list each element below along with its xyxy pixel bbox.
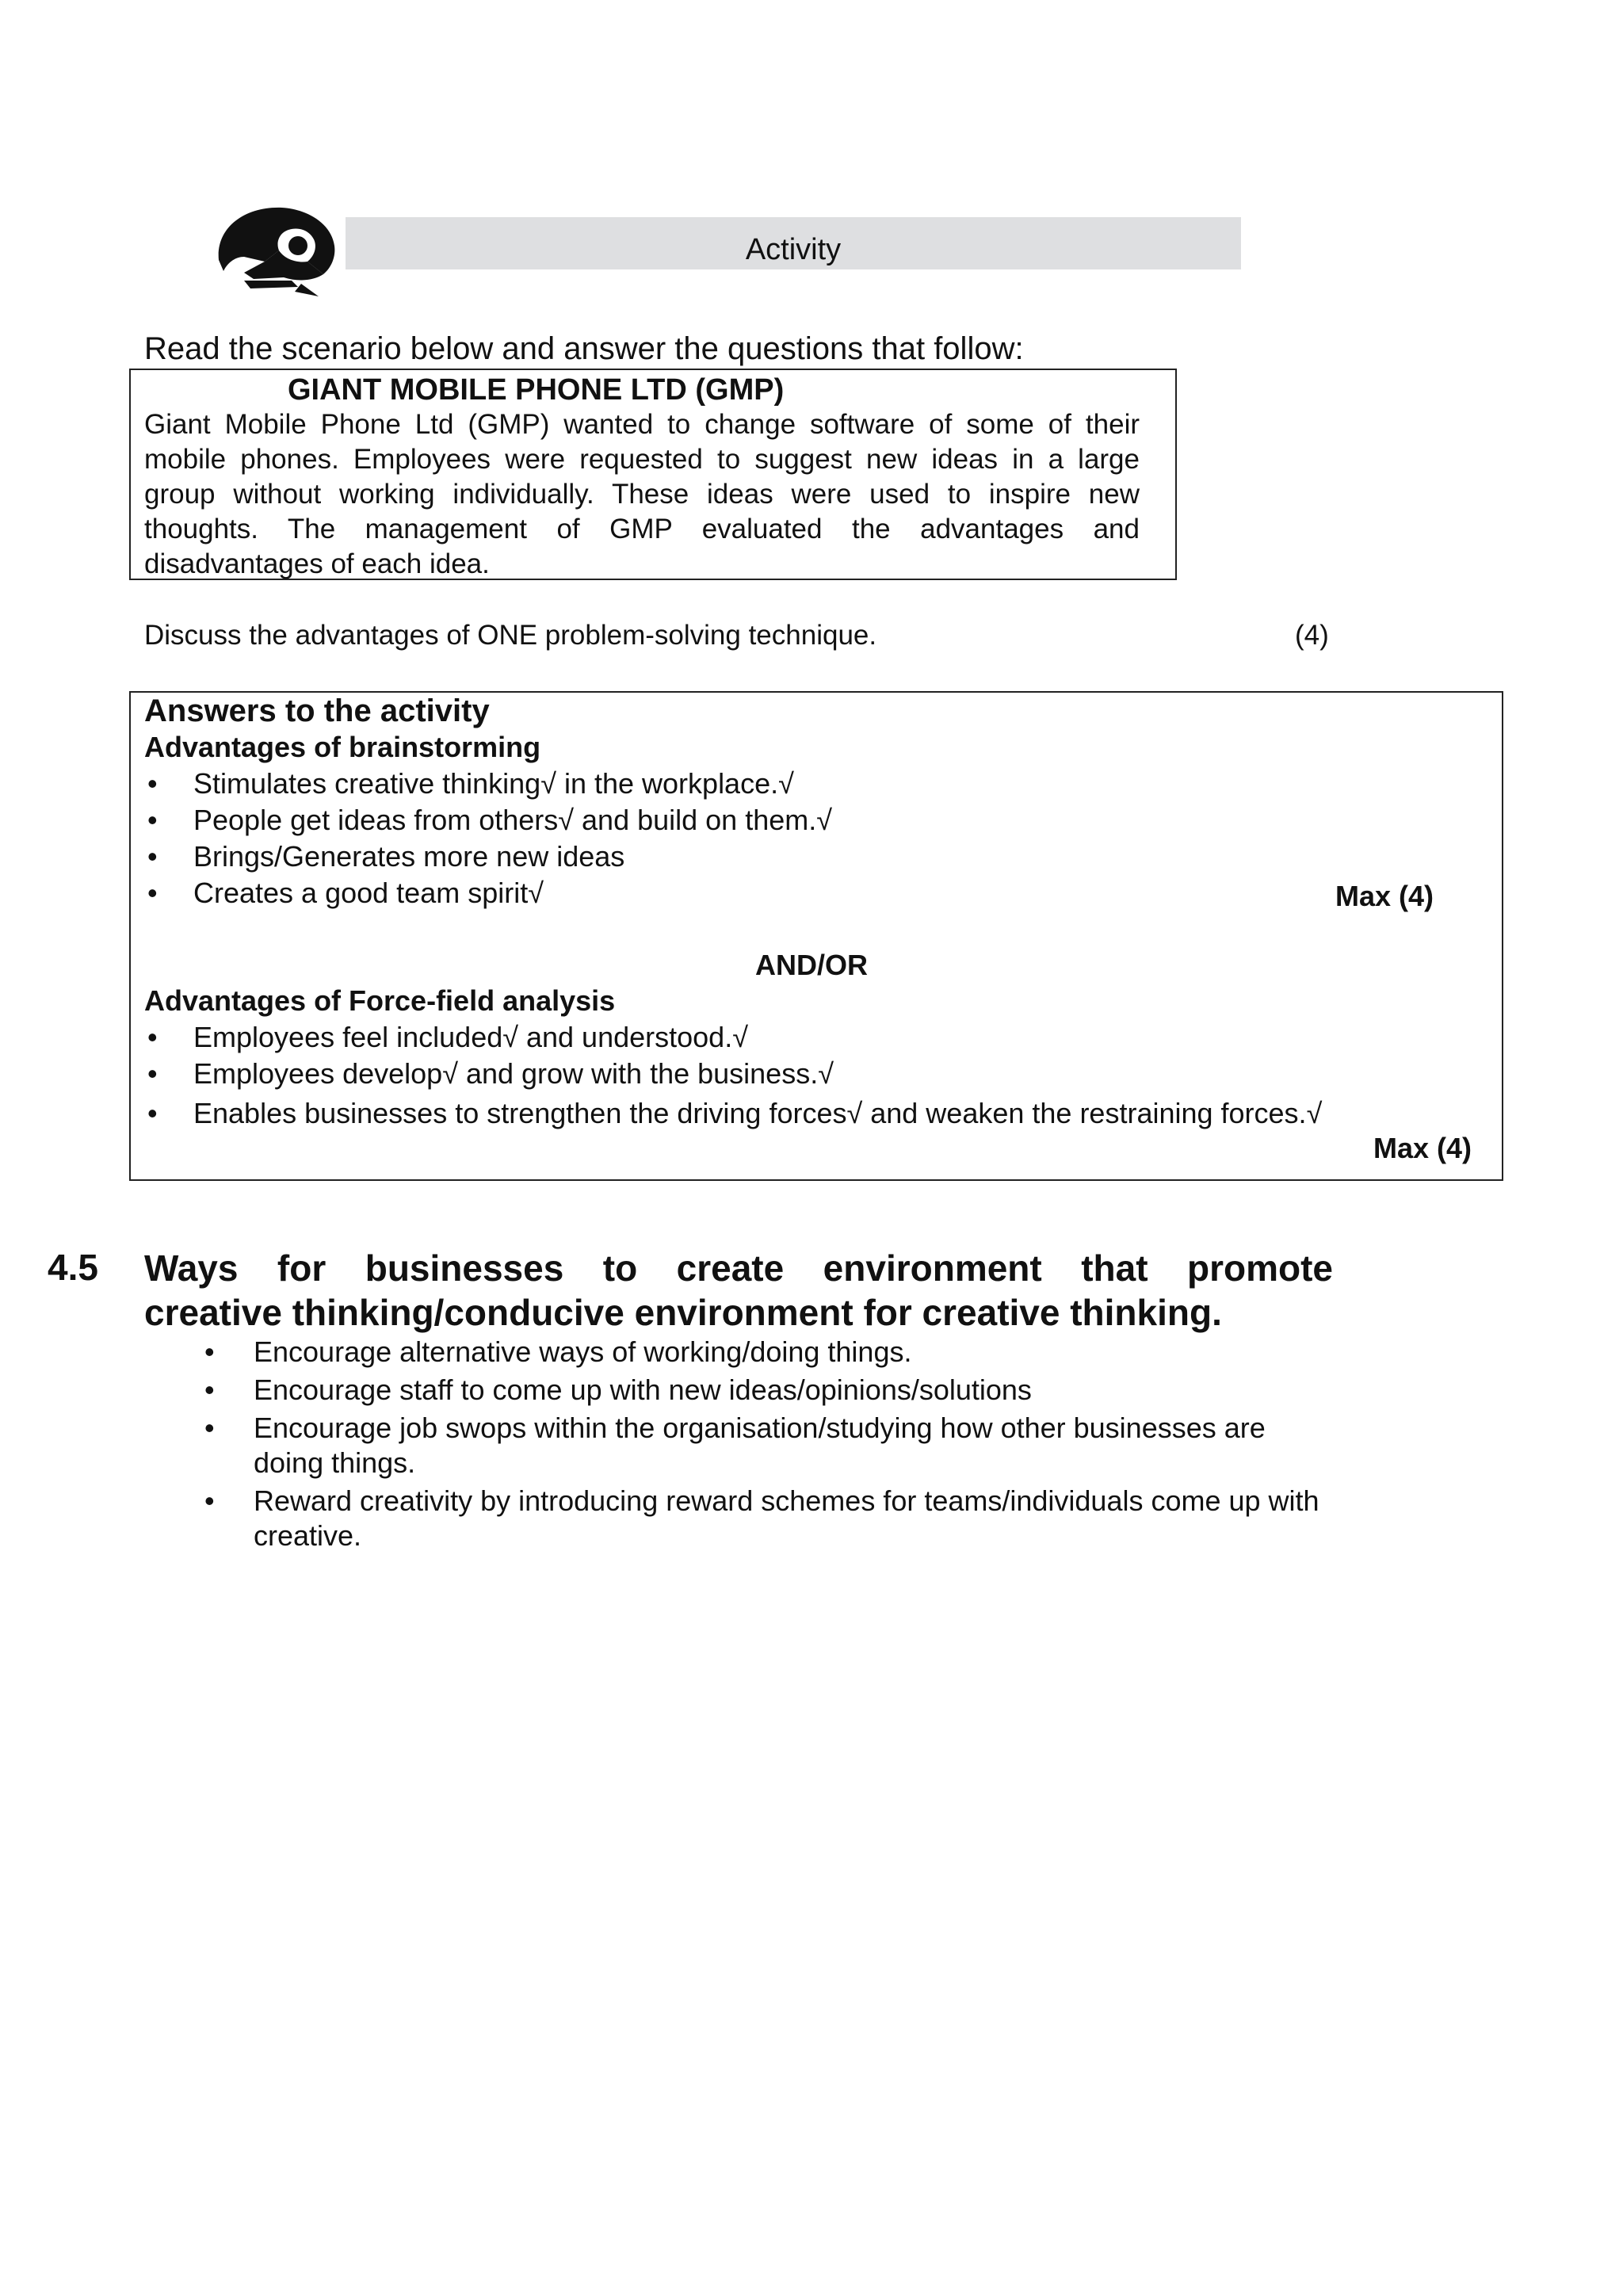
scenario-title: GIANT MOBILE PHONE LTD (GMP) (288, 373, 785, 407)
list-item: • Enables businesses to strengthen the driving forces√ and weaken the restraining forces.√ (144, 1095, 1322, 1132)
list-item: • Encourage job swops within the organisation/studying how other businesses are doing things. (203, 1411, 1336, 1480)
and-or-label: AND/OR (755, 949, 868, 981)
scenario-text: Giant Mobile Phone Ltd (GMP) wanted to change software of some of their mobile phones. Employees were requested to suggest new ideas in a large group without working individually. These ideas were used to inspire new thoughts. The management of GMP evaluated the advantages and disadvantages of each idea. (144, 409, 1140, 579)
list-item: • Reward creativity by introducing reward schemes for teams/individuals come up with creative. (203, 1484, 1336, 1553)
brainstorming-heading: Advantages of brainstorming (144, 731, 541, 763)
list-item: • Employees develop√ and grow with the business.√ (144, 1056, 1322, 1092)
answers-heading: Answers to the activity (144, 693, 490, 728)
forcefield-heading: Advantages of Force-field analysis (144, 984, 616, 1017)
list-item: • Creates a good team spirit√ (144, 875, 832, 911)
list-item: • People get ideas from others√ and build on them.√ (144, 802, 832, 839)
section-number: 4.5 (48, 1247, 98, 1288)
activity-banner: Activity (346, 217, 1241, 269)
list-item: • Encourage alternative ways of working/doing things. (203, 1335, 1336, 1370)
list-item: • Encourage staff to come up with new ideas/opinions/solutions (203, 1373, 1336, 1408)
list-item: • Stimulates creative thinking√ in the workplace.√ (144, 766, 832, 802)
list-item: • Brings/Generates more new ideas (144, 839, 832, 875)
section-list (203, 1335, 1336, 1557)
person-writing-icon (212, 204, 338, 296)
section-title (144, 1246, 1333, 1335)
instruction-text: Read the scenario below and answer the questions that follow: (144, 331, 1024, 366)
question-marks: (4) (1295, 620, 1329, 651)
brainstorming-list (144, 766, 832, 911)
forcefield-list (144, 1019, 1322, 1132)
section-title-line2: creative thinking/conducive environment for creative thinking. (144, 1292, 1222, 1333)
list-item: • Employees feel included√ and understood.√ (144, 1019, 1322, 1056)
brainstorming-max-marks: Max (4) (1335, 880, 1434, 912)
section-title-line1: Ways for businesses to create environment that promote (144, 1247, 1333, 1289)
forcefield-max-marks: Max (4) (1373, 1132, 1472, 1164)
question-text: Discuss the advantages of ONE problem-solving technique. (144, 620, 877, 651)
